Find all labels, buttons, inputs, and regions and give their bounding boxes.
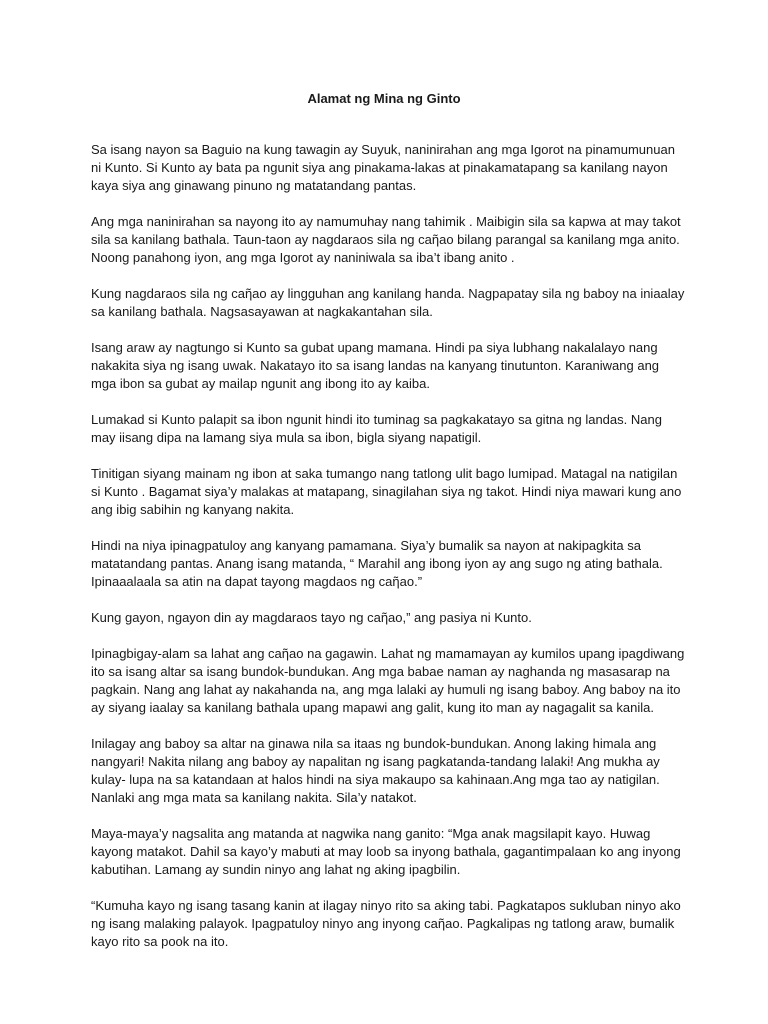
paragraph: Hindi na niya ipinagpatuloy ang kanyang pamamana. Siya’y bumalik sa nayon at nakipagkita sa matatandang pantas. Anang isang matanda, “ Marahil ang ibong iyon ay ang sugo ng ating bathala. Ipinaaalaala sa atin na dapat tayong magdaos ng caῆao.” bbox=[91, 538, 663, 589]
paragraph: Kung nagdaraos sila ng caῆao ay lingguhan ang kanilang handa. Nagpapatay sila ng baboy na iniaalay sa kanilang bathala. Nagsasayawan at nagkakantahan sila. bbox=[91, 286, 685, 319]
paragraph: Maya-maya’y nagsalita ang matanda at nagwika nang ganito: “Mga anak magsilapit kayo. Huwag kayong matakot. Dahil sa kayo’y mabuti at may loob sa inyong bathala, gagantimpalaan ko ang inyong kabutihan. Lamang ay sundin ninyo ang lahat ng aking ipagbilin. bbox=[91, 826, 681, 877]
paragraph: Kung gayon, ngayon din ay magdaraos tayo ng caῆao,” ang pasiya ni Kunto. bbox=[91, 610, 532, 625]
paragraph: Ipinagbigay-alam sa lahat ang caῆao na gagawin. Lahat ng mamamayan ay kumilos upang ipagdiwang ito sa isang altar sa isang bundok-bundukan. Ang mga babae naman ay naghanda ng masasarap na pagkain. Nang ang lahat ay nakahanda na, ang mga lalaki ay humuli ng isang baboy. Ang baboy na ito ay siyang iaalay sa kanilang bathala upang mapawi ang galit, kung ito man ay nagagalit sa kanila. bbox=[91, 646, 685, 715]
paragraph: Tinitigan siyang mainam ng ibon at saka tumango nang tatlong ulit bago lumipad. Matagal na natigilan si Kunto . Bagamat siya’y malakas at matapang, sinagilahan siya ng takot. Hindi niya mawari kung ano ang ibig sabihin ng kanyang nakita. bbox=[91, 466, 682, 517]
paragraph: Lumakad si Kunto palapit sa ibon ngunit hindi ito tuminag sa pagkakatayo sa gitna ng landas. Nang may iisang dipa na lamang siya mula sa ibon, bigla siyang napatigil. bbox=[91, 412, 662, 445]
paragraph: Isang araw ay nagtungo si Kunto sa gubat upang mamana. Hindi pa siya lubhang nakalalayo nang nakakita siya ng isang uwak. Nakatayo ito sa isang landas na kanyang tinutunton. Karaniwang ang mga ibon sa gubat ay mailap ngunit ang ibong ito ay kaiba. bbox=[91, 340, 660, 391]
paragraph: “Kumuha kayo ng isang tasang kanin at ilagay ninyo rito sa aking tabi. Pagkatapos sukluban ninyo ako ng isang malaking palayok. Ipagpatuloy ninyo ang inyong caῆao. Pagkalipas ng tatlong araw, bumalik kayo rito sa pook na ito. bbox=[91, 898, 681, 949]
paragraph: Sa isang nayon sa Baguio na kung tawagin ay Suyuk, naninirahan ang mga Igorot na pinamumunuan ni Kunto. Si Kunto ay bata pa ngunit siya ang pinakama-lakas at pinakamatapang sa kanilang nayon kaya siya ang ginawang pinuno ng matatandang pantas. bbox=[91, 142, 675, 193]
paragraph: Ang mga naninirahan sa nayong ito ay namumuhay nang tahimik . Maibigin sila sa kapwa at may takot sila sa kanilang bathala. Taun-taon ay nagdaraos sila ng caῆao bilang parangal sa kanilang mga anito. Noong panahong iyon, ang mga Igorot ay naniniwala sa iba’t ibang anito . bbox=[91, 214, 681, 265]
document-body bbox=[91, 141, 685, 969]
document-title: Alamat ng Mina ng Ginto bbox=[307, 91, 461, 106]
paragraph: Inilagay ang baboy sa altar na ginawa nila sa itaas ng bundok-bundukan. Anong laking himala ang nangyari! Nakita nilang ang baboy ay napalitan ng isang pagkatanda-tandang lalaki! Ang mukha ay kulay- lupa na sa katandaan at halos hindi na siya makaupo sa kahinaan.Ang mga tao ay natigilan. Nanlaki ang mga mata sa kanilang nakita. Sila’y natakot. bbox=[91, 736, 660, 805]
